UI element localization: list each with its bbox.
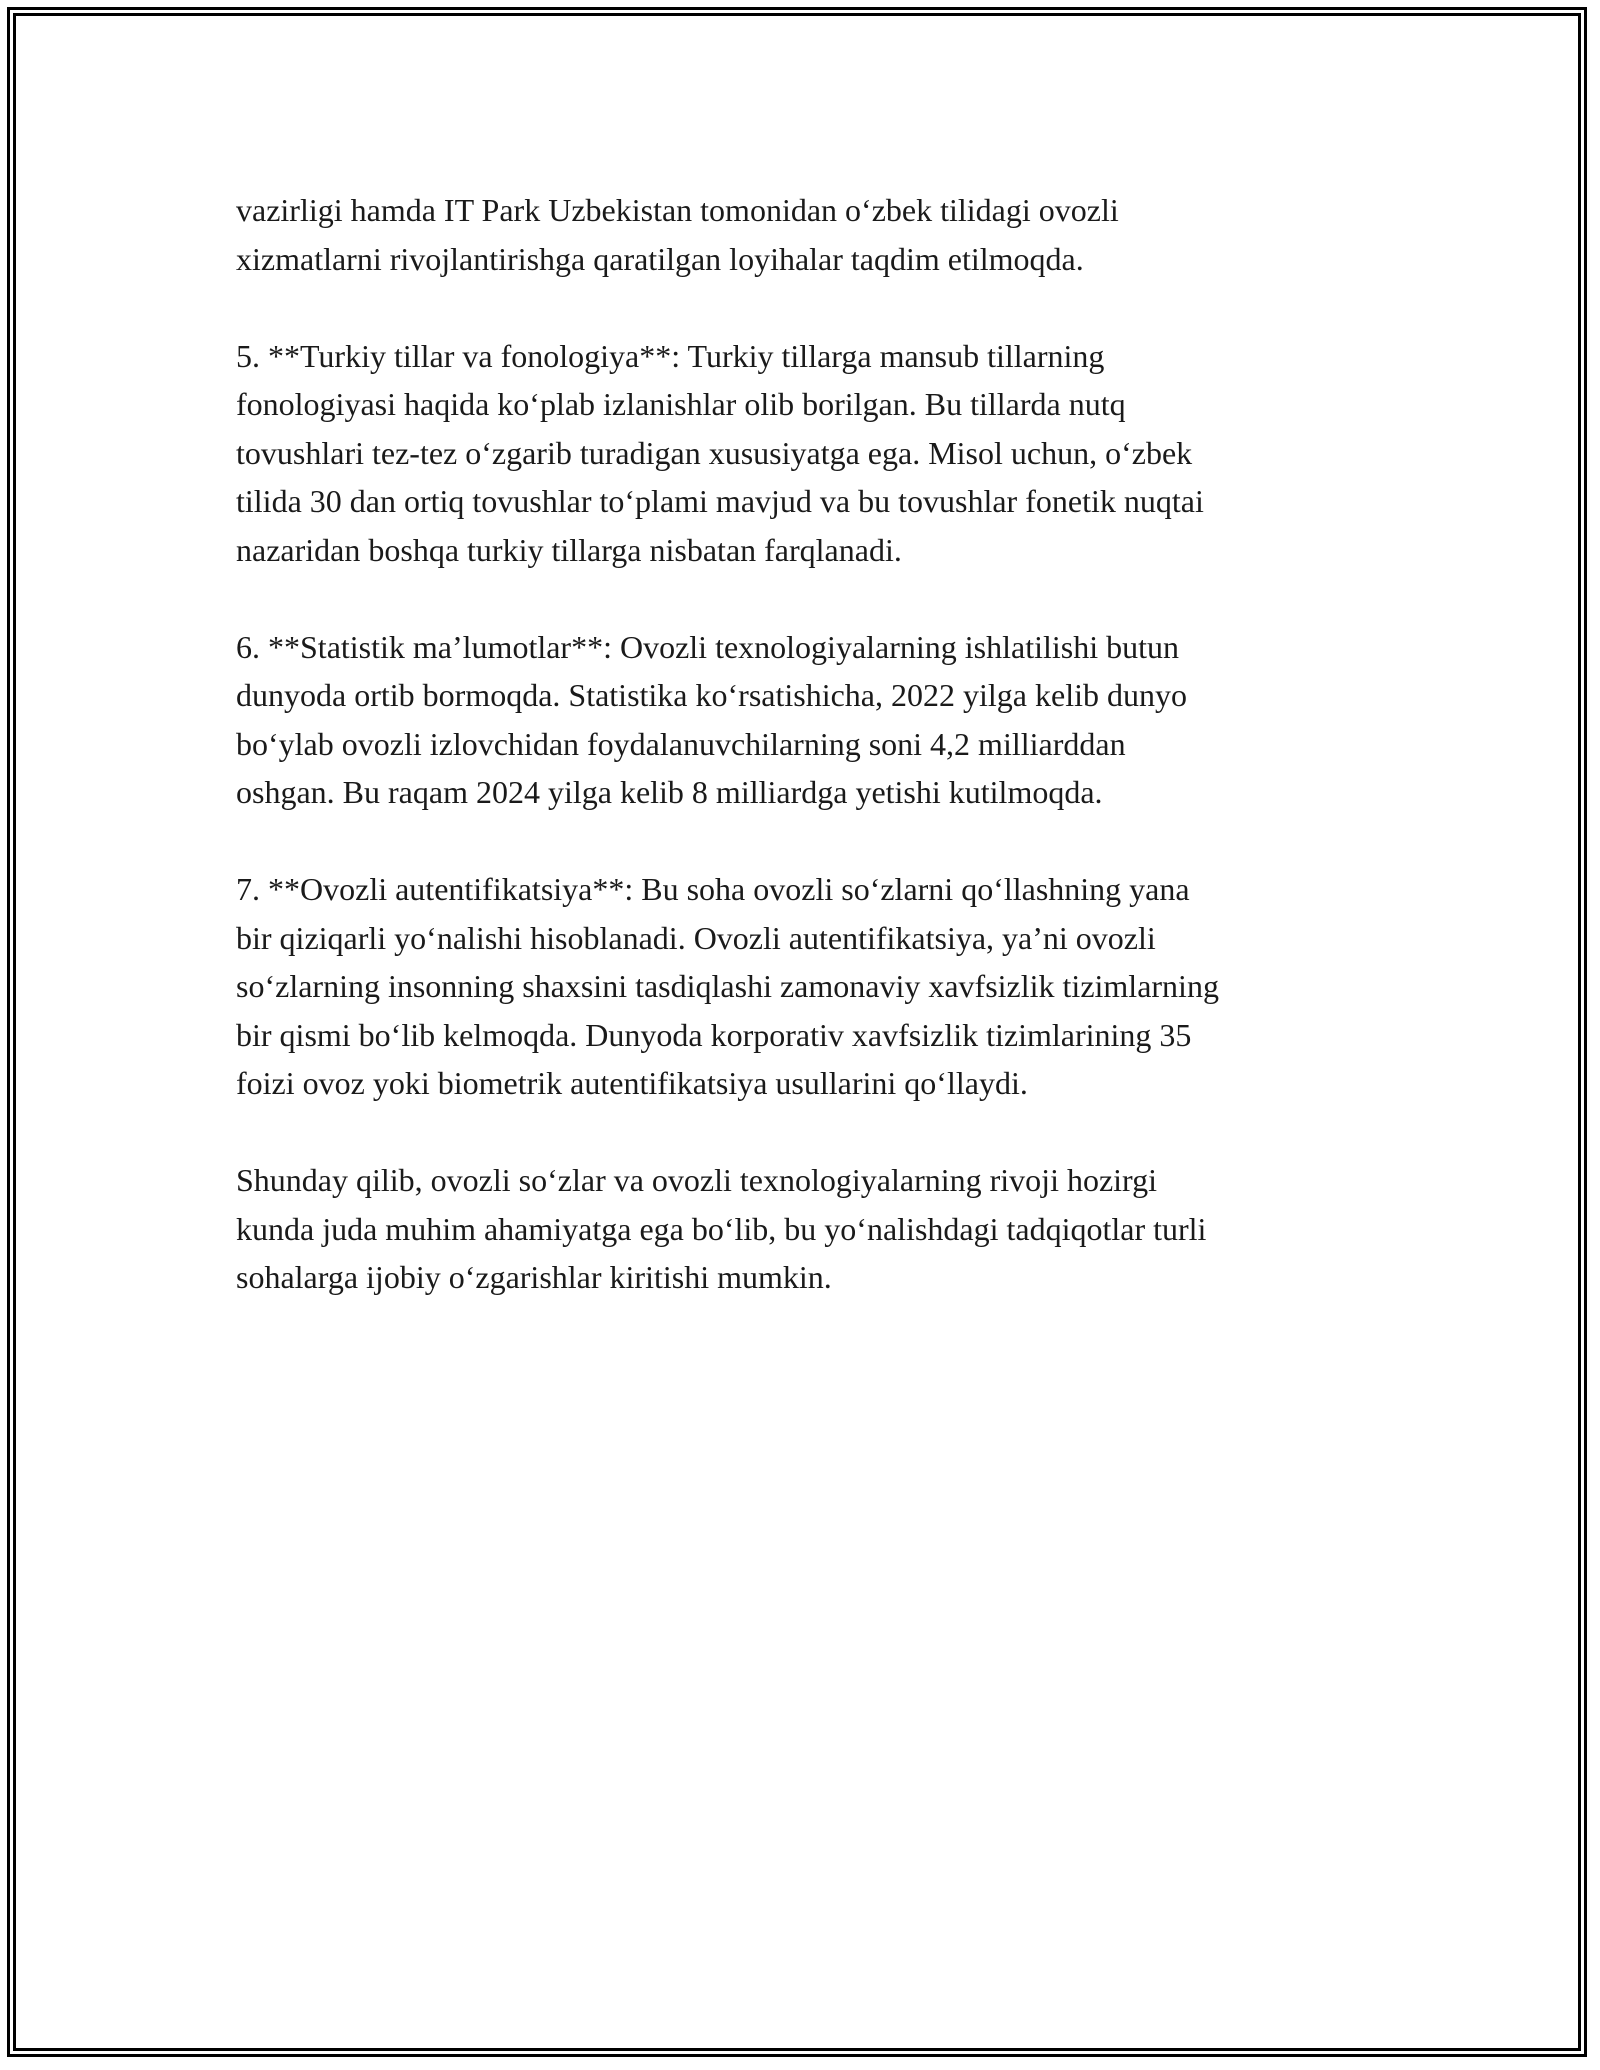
text-line: 6. **Statistik ma’lumotlar**: Ovozli texnologiyalarning ishlatilishi butun: [236, 628, 1180, 665]
text-line: vazirligi hamda IT Park Uzbekistan tomonidan o‘zbek tilidagi ovozli: [236, 192, 1119, 228]
text-line: fonologiyasi haqida ko‘plab izlanishlar olib borilgan. Bu tillarda nutq: [236, 386, 1126, 422]
paragraph-item-6: [236, 623, 1386, 817]
text-line: Shunday qilib, ovozli so‘zlar va ovozli texnologiyalarning rivoji hozirgi: [236, 1162, 1158, 1198]
text-line: xizmatlarni rivojlantirishga qaratilgan loyihalar taqdim etilmoqda.: [236, 240, 1084, 277]
document-body: [236, 186, 1386, 1350]
text-line: sohalarga ijobiy o‘zgarishlar kiritishi mumkin.: [236, 1259, 832, 1295]
text-line: 7. **Ovozli autentifikatsiya**: Bu soha ovozli so‘zlarni qo‘llashning yana: [236, 871, 1190, 907]
text-line: oshgan. Bu raqam 2024 yilga kelib 8 milliardga yetishi kutilmoqda.: [236, 774, 1103, 810]
text-line: tilida 30 dan ortiq tovushlar to‘plami mavjud va bu tovushlar fonetik nuqtai: [236, 483, 1204, 519]
text-line: foizi ovoz yoki biometrik autentifikatsiya usullarini qo‘llaydi.: [236, 1065, 1028, 1101]
paragraph-conclusion: [236, 1156, 1386, 1302]
text-line: tovushlari tez-tez o‘zgarib turadigan xususiyatga ega. Misol uchun, o‘zbek: [236, 434, 1193, 471]
paragraph-intro-continuation: [236, 186, 1386, 283]
paragraph-item-7: [236, 865, 1386, 1108]
text-line: 5. **Turkiy tillar va fonologiya**: Turkiy tillarga mansub tillarning: [236, 337, 1105, 374]
paragraph-item-5: [236, 332, 1386, 575]
text-line: dunyoda ortib bormoqda. Statistika ko‘rsatishicha, 2022 yilga kelib dunyo: [236, 677, 1187, 713]
text-line: bir qiziqarli yo‘nalishi hisoblanadi. Ovozli autentifikatsiya, ya’ni ovozli: [236, 919, 1156, 956]
text-line: kunda juda muhim ahamiyatga ega bo‘lib, bu yo‘nalishdagi tadqiqotlar turli: [236, 1210, 1207, 1247]
text-line: bir qismi bo‘lib kelmoqda. Dunyoda korporativ xavfsizlik tizimlarining 35: [236, 1016, 1192, 1053]
text-line: nazaridan boshqa turkiy tillarga nisbatan farqlanadi.: [236, 531, 902, 568]
text-line: so‘zlarning insonning shaxsini tasdiqlashi zamonaviy xavfsizlik tizimlarning: [236, 968, 1219, 1004]
text-line: bo‘ylab ovozli izlovchidan foydalanuvchilarning soni 4,2 milliarddan: [236, 725, 1126, 762]
